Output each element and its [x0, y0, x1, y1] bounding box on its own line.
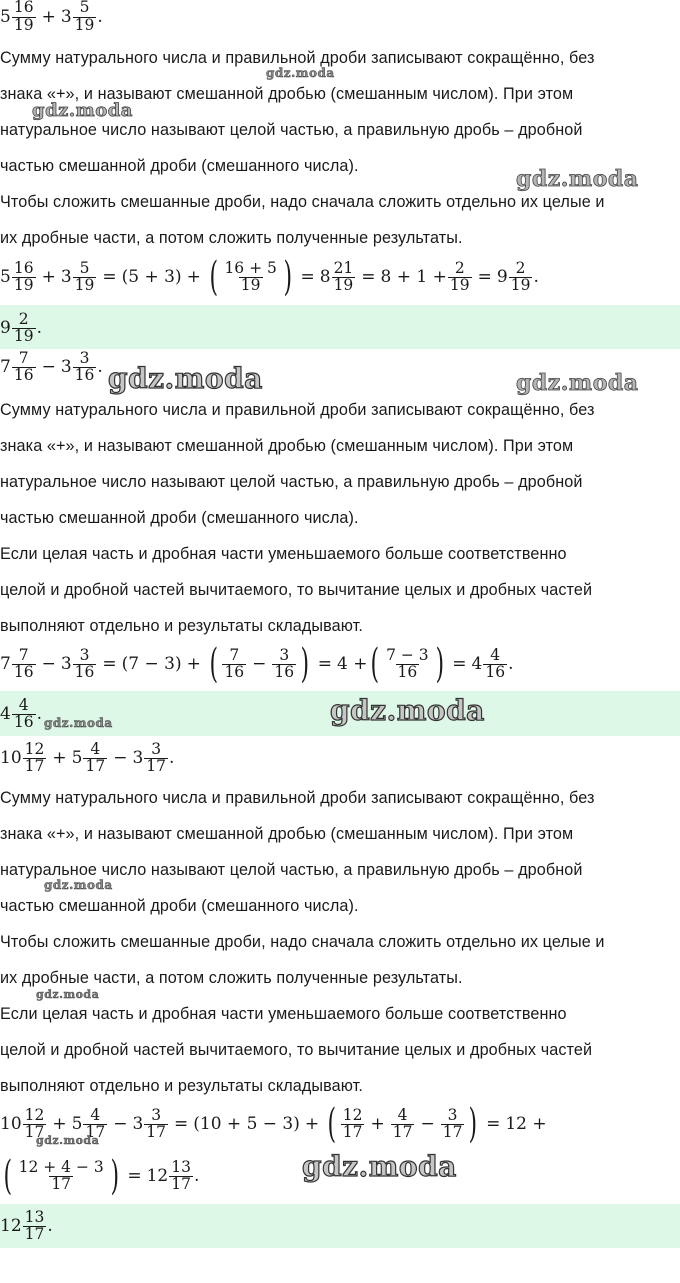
- answer-3: 12 $\frac{13}{17}$ .: [0, 1207, 53, 1243]
- watermark: gdz.moda: [516, 166, 639, 192]
- paragraph-line: натуральное число называют целой частью, а правильную дробь – дробной: [0, 121, 583, 139]
- paragraph-line: целой и дробной частей вычитаемого, то вычитание целых и дробных частей: [0, 581, 593, 599]
- answer-band-1: [0, 305, 680, 349]
- paragraph-line: знака «+», и называют смешанной дробью (смешанным числом). При этом: [0, 85, 574, 103]
- answer-1: 9 $\frac{2}{19}$ .: [0, 309, 42, 345]
- solution-3-line-1: 10 $\frac{12}{17}$ + 5 $\frac{4}{17}$ − 3 $\frac{3}{17}$ = (10 + 5 − 3) + ( $\frac{12}{17}$ + $\frac{4}{17}$ − $\frac{3}{17}$ ) = 12 +: [0, 1101, 547, 1147]
- problem-1: 5 $\frac{16}{19}$ + 3 $\frac{5}{19}$ .: [0, 0, 103, 34]
- paragraph-line: знака «+», и называют смешанной дробью (смешанным числом). При этом: [0, 825, 574, 843]
- paragraph-line: их дробные части, а потом сложить полученные результаты.: [0, 229, 463, 247]
- paragraph-line: натуральное число называют целой частью, а правильную дробь – дробной: [0, 473, 583, 491]
- paragraph-line: Чтобы сложить смешанные дроби, надо сначала сложить отдельно их целые и: [0, 933, 605, 951]
- paragraph-line: натуральное число называют целой частью, а правильную дробь – дробной: [0, 861, 583, 879]
- paragraph-line: Если целая часть и дробная части уменьшаемого больше соответственно: [0, 545, 567, 563]
- problem-2: 7 $\frac{7}{16}$ − 3 $\frac{3}{16}$ .: [0, 348, 103, 384]
- solution-1: 5 $\frac{16}{19}$ + 3 $\frac{5}{19}$ = (5 + 3) + ( $\frac{16 + 5}{19}$ ) = 8 $\frac{21}{19}$ = 8 + 1 + $\frac{2}{19}$ = 9 $\frac{2}{19}$ .: [0, 254, 539, 300]
- paragraph-line: целой и дробной частей вычитаемого, то вычитание целых и дробных частей: [0, 1041, 593, 1059]
- watermark: gdz.moda: [44, 878, 113, 892]
- paragraph-line: частью смешанной дроби (смешанного числа).: [0, 897, 359, 915]
- paragraph-line: их дробные части, а потом сложить полученные результаты.: [0, 969, 463, 987]
- problem-3: 10 $\frac{12}{17}$ + 5 $\frac{4}{17}$ − 3 $\frac{3}{17}$ .: [0, 739, 175, 775]
- answer-2: 4 $\frac{4}{16}$ .: [0, 695, 42, 731]
- solution-2: 7 $\frac{7}{16}$ − 3 $\frac{3}{16}$ = (7 − 3) + ( $\frac{7}{16}$ − $\frac{3}{16}$ ) = 4 + ( $\frac{7 - 3}{16}$ ) = 4 $\frac{4}{16}$ .: [0, 641, 514, 687]
- solution-3-line-2: ( $\frac{12 + 4 - 3}{17}$ ) = 12 $\frac{13}{17}$ .: [3, 1153, 200, 1199]
- paragraph-line: Если целая часть и дробная части уменьшаемого больше соответственно: [0, 1005, 567, 1023]
- watermark: gdz.moda: [330, 694, 485, 727]
- watermark: gdz.moda: [36, 988, 100, 1001]
- paragraph-line: Чтобы сложить смешанные дроби, надо сначала сложить отдельно их целые и: [0, 193, 605, 211]
- watermark: gdz.moda: [516, 370, 639, 396]
- watermark: gdz.moda: [302, 1150, 457, 1183]
- paragraph-line: Сумму натурального числа и правильной дроби записывают сокращённо, без: [0, 49, 595, 67]
- watermark: gdz.moda: [44, 716, 113, 730]
- paragraph-line: Сумму натурального числа и правильной дроби записывают сокращённо, без: [0, 789, 595, 807]
- watermark: gdz.moda: [108, 362, 263, 395]
- paragraph-line: частью смешанной дроби (смешанного числа).: [0, 157, 359, 175]
- watermark: gdz.moda: [266, 66, 335, 80]
- paragraph-line: знака «+», и называют смешанной дробью (смешанным числом). При этом: [0, 437, 574, 455]
- paragraph-line: Сумму натурального числа и правильной дроби записывают сокращённо, без: [0, 401, 595, 419]
- watermark: gdz.moda: [36, 1134, 100, 1147]
- paragraph-line: выполняют отдельно и результаты складывают.: [0, 1077, 363, 1095]
- watermark: gdz.moda: [32, 100, 133, 121]
- answer-band-3: [0, 1204, 680, 1248]
- paragraph-line: частью смешанной дроби (смешанного числа).: [0, 509, 359, 527]
- paragraph-line: выполняют отдельно и результаты складывают.: [0, 617, 363, 635]
